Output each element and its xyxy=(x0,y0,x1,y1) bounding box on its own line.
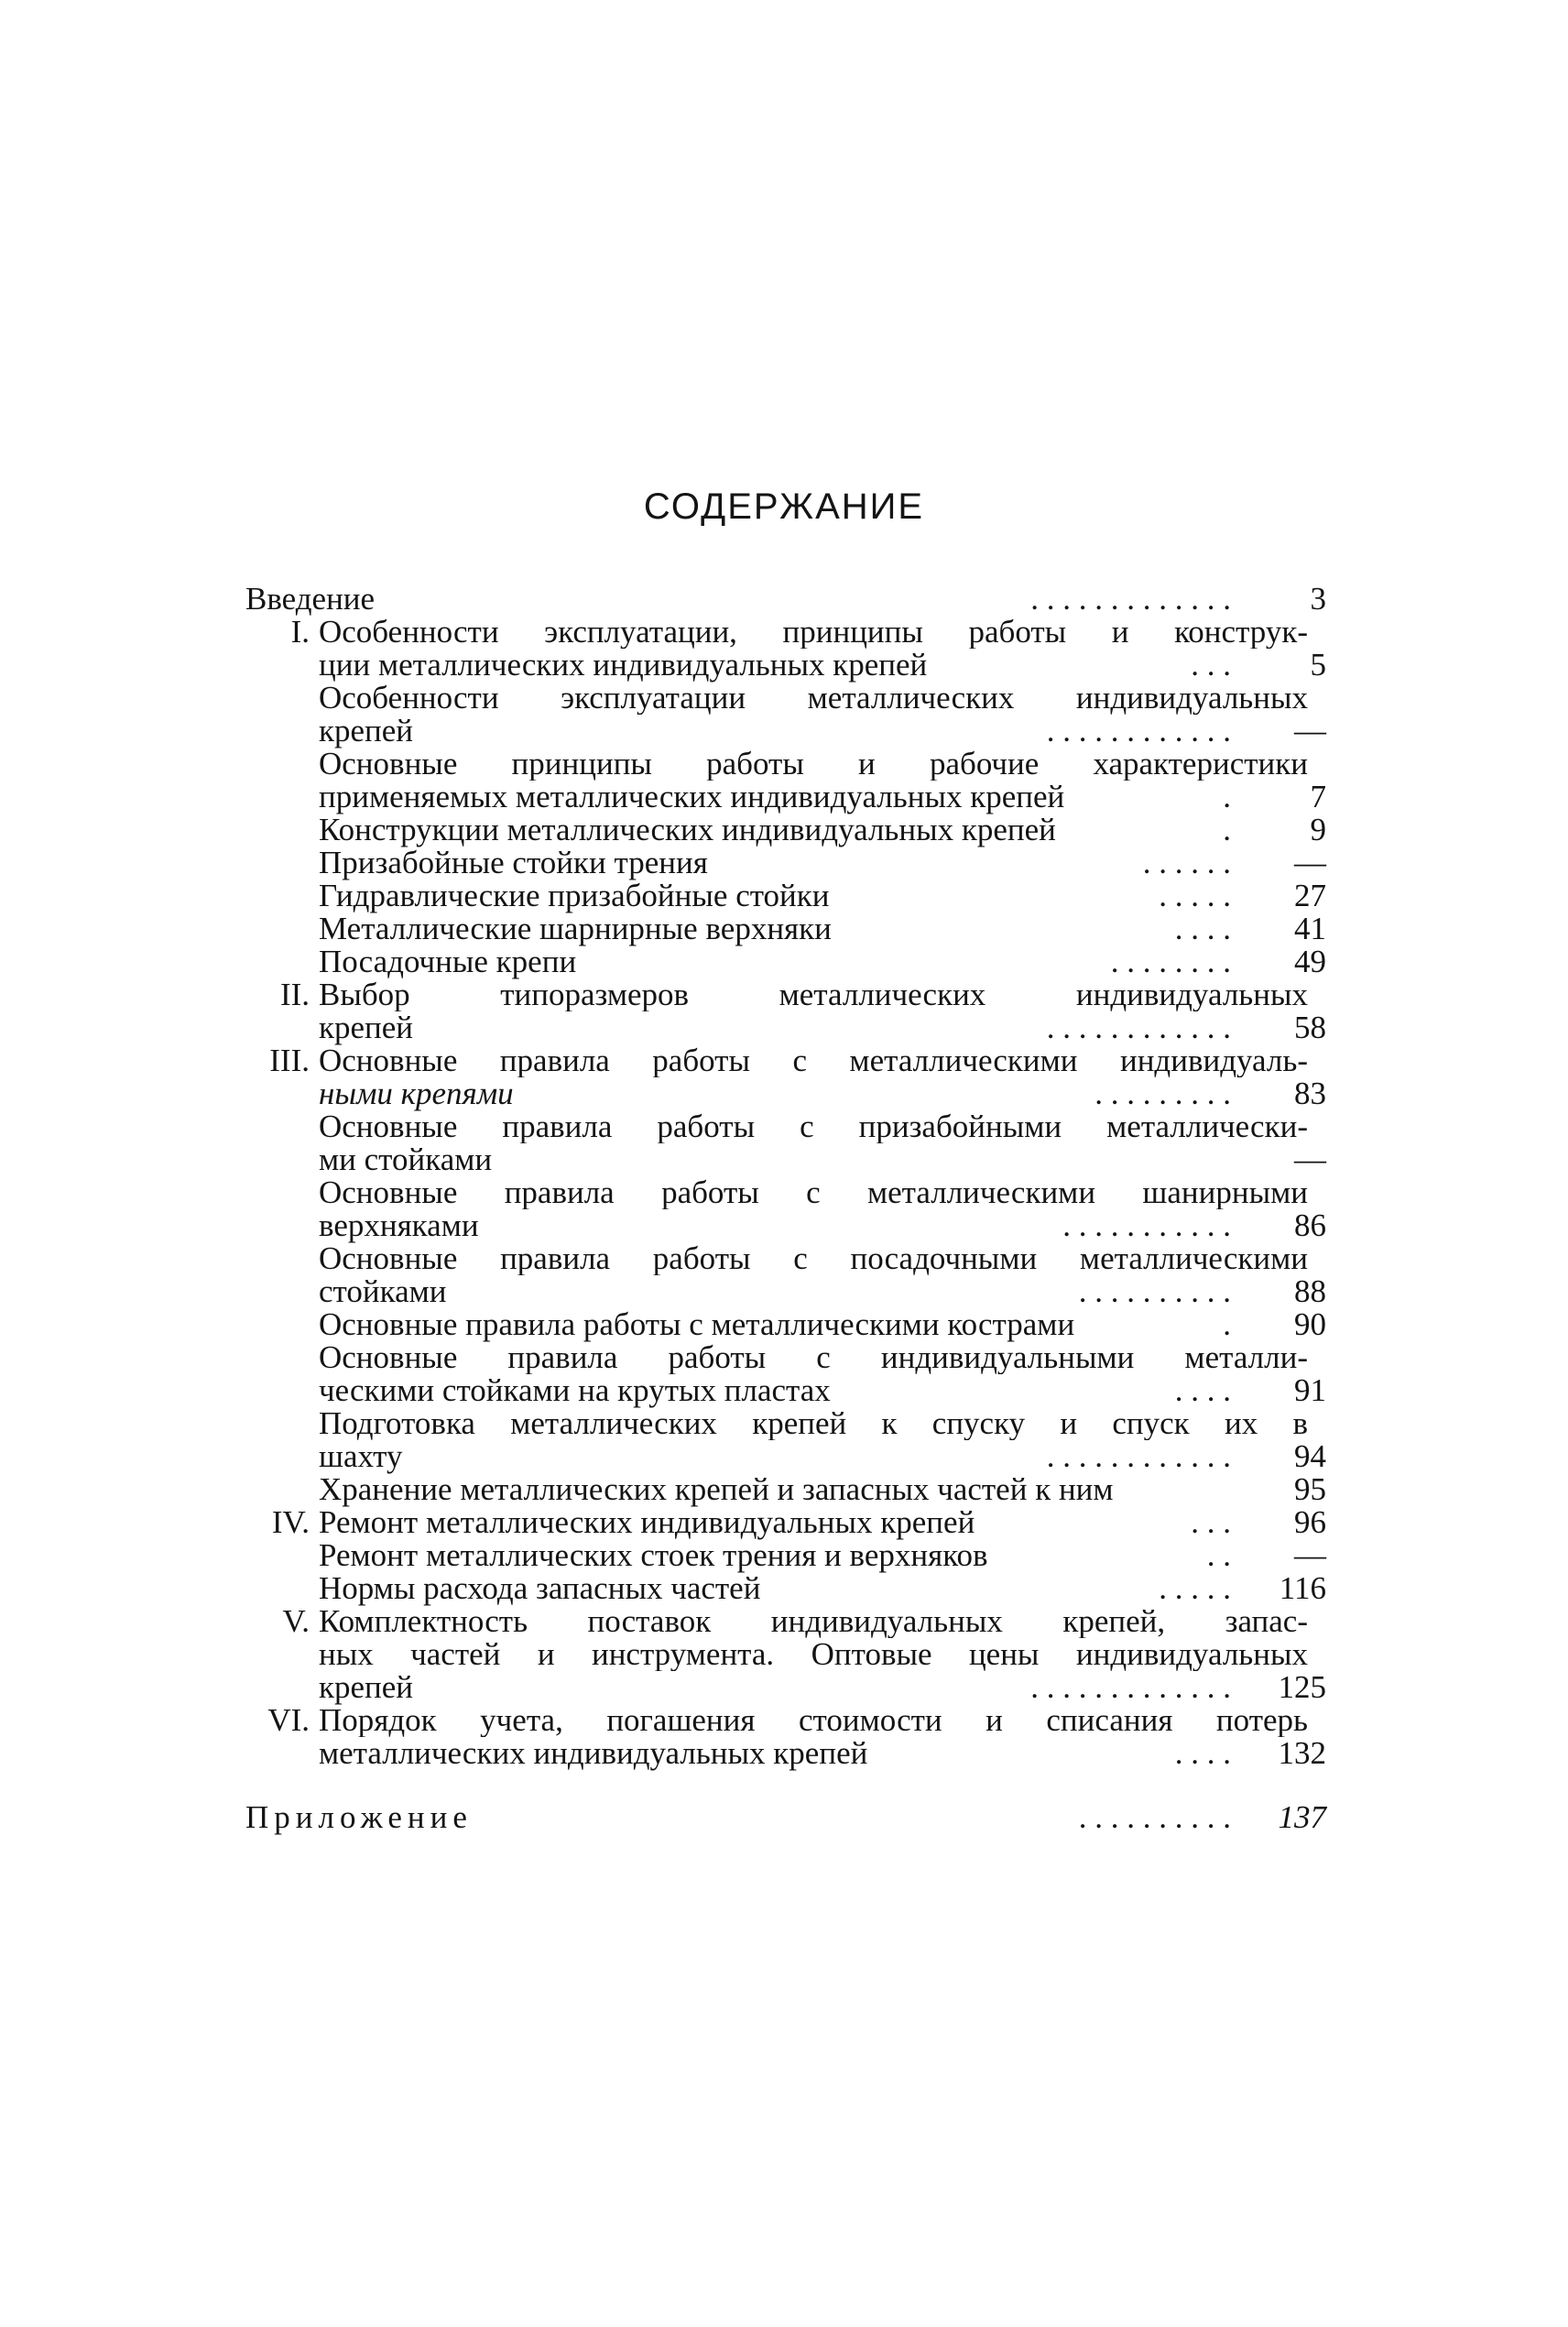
toc-line xyxy=(245,1440,1326,1473)
toc-line xyxy=(245,1275,1326,1308)
page-number: 7 xyxy=(1310,779,1326,814)
toc-entry xyxy=(245,814,1326,847)
toc-text: Конструкции металлических индивидуальных крепей xyxy=(319,812,1056,847)
toc-text: Подготовка металлических крепей к спуску и спуск их в xyxy=(319,1407,1308,1440)
dot-leader: . . . . . . . . . . . xyxy=(1062,1209,1231,1242)
toc-text: ции металлических индивидуальных крепей xyxy=(319,647,928,683)
toc-text: ческими стойками на крутых пластах xyxy=(319,1372,831,1408)
page-number: — xyxy=(1294,845,1326,880)
toc-text: Хранение металлических крепей и запасных частей к ним xyxy=(319,1471,1114,1507)
dot-leader: . . . . xyxy=(1174,1374,1231,1407)
toc-text: Гидравлические призабойные стойки xyxy=(319,878,830,913)
dot-leader: . . . . . . xyxy=(1142,847,1231,879)
toc-line xyxy=(245,649,1326,682)
toc-text: Нормы расхода запасных частей xyxy=(319,1570,761,1606)
toc-entry xyxy=(245,1572,1326,1605)
toc-entry xyxy=(245,912,1326,945)
dot-leader: . xyxy=(1223,1308,1231,1341)
toc-line xyxy=(245,1473,1326,1506)
dot-leader: . . . . xyxy=(1174,1737,1231,1770)
toc-entry xyxy=(245,1044,1326,1110)
toc-line xyxy=(245,748,1326,781)
page-title: СОДЕРЖАНИЕ xyxy=(643,486,925,527)
toc-text: Порядок учета, погашения стоимости и списания потерь xyxy=(319,1704,1308,1737)
toc-entry xyxy=(245,1704,1326,1770)
toc-text: Металлические шарнирные верхняки xyxy=(319,911,832,946)
toc-line xyxy=(245,912,1326,945)
toc-text: Основные правила работы с индивидуальными металли- xyxy=(319,1341,1308,1374)
toc-line xyxy=(245,1110,1326,1143)
page-number: 88 xyxy=(1294,1273,1326,1309)
toc-text: Основные правила работы с посадочными металлическими xyxy=(319,1242,1308,1275)
page-number: 125 xyxy=(1278,1669,1326,1705)
toc-entry xyxy=(245,978,1326,1044)
page-number: — xyxy=(1294,1537,1326,1573)
page-number: 9 xyxy=(1310,812,1326,847)
toc-text: крепей xyxy=(319,1669,414,1705)
toc-entry xyxy=(245,945,1326,978)
toc-line xyxy=(245,1539,1326,1572)
page-number: 137 xyxy=(1278,1799,1326,1835)
toc-entry xyxy=(245,748,1326,814)
chapter-number: I. xyxy=(290,614,310,650)
dot-leader: . . . . xyxy=(1174,912,1231,945)
toc-line xyxy=(245,583,1326,616)
chapter-number: VI. xyxy=(267,1702,310,1738)
toc-text: крепей xyxy=(319,713,414,748)
toc-line xyxy=(245,1638,1326,1671)
dot-leader: . . . . . . . . . xyxy=(1094,1077,1231,1110)
toc-text: Ремонт металлических стоек трения и верхняков xyxy=(319,1537,988,1573)
toc-line xyxy=(245,781,1326,814)
dot-leader: . . . . . xyxy=(1159,879,1231,912)
dot-leader: . . . . . . . . . . . . xyxy=(1046,1011,1231,1044)
dot-leader: . . . . . . . . . . . . . xyxy=(1030,583,1231,616)
toc-line xyxy=(245,978,1326,1011)
toc-entry xyxy=(245,583,1326,616)
toc-line xyxy=(245,1737,1326,1770)
page-number: 83 xyxy=(1294,1076,1326,1111)
toc-line xyxy=(245,715,1326,748)
toc-text: металлических индивидуальных крепей xyxy=(319,1735,868,1771)
toc-line xyxy=(245,814,1326,847)
toc-entry xyxy=(245,1176,1326,1242)
dot-leader: . . . . . . . . . . . . . xyxy=(1030,1671,1231,1704)
page-number: — xyxy=(1294,1142,1326,1177)
toc-line xyxy=(245,1209,1326,1242)
toc-text: Введение xyxy=(245,581,376,617)
toc-entry xyxy=(245,1341,1326,1407)
toc-text: Комплектность поставок индивидуальных крепей, запас- xyxy=(319,1605,1308,1638)
page-number: 58 xyxy=(1294,1010,1326,1045)
toc-text: Особенности эксплуатации, принципы работы и конструк- xyxy=(319,616,1308,649)
toc-line xyxy=(245,1704,1326,1737)
toc-entry xyxy=(245,1539,1326,1572)
toc-line xyxy=(245,1605,1326,1638)
dot-leader: . . . . . . . . . . . . xyxy=(1046,1440,1231,1473)
toc-text: Ремонт металлических индивидуальных крепей xyxy=(319,1504,975,1540)
toc-text: Основные правила работы с металлическими индивидуаль- xyxy=(319,1044,1308,1077)
toc-entry xyxy=(245,1801,1326,1834)
toc-line xyxy=(245,1341,1326,1374)
dot-leader: . . . xyxy=(1191,1506,1231,1539)
toc-line xyxy=(245,1077,1326,1110)
toc-text: ными крепями xyxy=(319,1076,514,1111)
toc-line xyxy=(245,1143,1326,1176)
toc-text: Выбор типоразмеров металлических индивидуальных xyxy=(319,978,1308,1011)
toc-entry xyxy=(245,1242,1326,1308)
page-number: 90 xyxy=(1294,1306,1326,1342)
toc-entry xyxy=(245,1110,1326,1176)
page-number: 95 xyxy=(1294,1471,1326,1507)
toc-text: Основные правила работы с металлическими шанирными xyxy=(319,1176,1308,1209)
dot-leader: . . . . . . . . . . xyxy=(1078,1275,1231,1308)
chapter-number: IV. xyxy=(271,1504,310,1540)
toc-line xyxy=(245,1407,1326,1440)
dot-leader: . . . . . . . . . . xyxy=(1078,1801,1231,1834)
toc-entry xyxy=(245,1308,1326,1341)
toc-line xyxy=(245,1011,1326,1044)
toc-line xyxy=(245,847,1326,879)
page-number: 91 xyxy=(1294,1372,1326,1408)
page-number: 96 xyxy=(1294,1504,1326,1540)
toc-text: Посадочные крепи xyxy=(319,944,577,979)
toc-line xyxy=(245,1801,1326,1834)
toc-line xyxy=(245,1044,1326,1077)
toc-line xyxy=(245,1374,1326,1407)
toc-text: Основные правила работы с призабойными металлически- xyxy=(319,1110,1308,1143)
page-number: 94 xyxy=(1294,1438,1326,1474)
dot-leader: . . . xyxy=(1191,649,1231,682)
toc-text: Основные принципы работы и рабочие характеристики xyxy=(319,748,1308,781)
toc-entry xyxy=(245,879,1326,912)
toc-line xyxy=(245,1572,1326,1605)
toc-line xyxy=(245,1176,1326,1209)
toc-line xyxy=(245,879,1326,912)
dot-leader: . . . . . . . . . . . . xyxy=(1046,715,1231,748)
page-number: 49 xyxy=(1294,944,1326,979)
toc-line xyxy=(245,1242,1326,1275)
toc-entry xyxy=(245,616,1326,682)
page-number: — xyxy=(1294,713,1326,748)
page-number: 86 xyxy=(1294,1207,1326,1243)
dot-leader: . . . . . xyxy=(1159,1572,1231,1605)
toc-text: шахту xyxy=(319,1438,403,1474)
toc-entry xyxy=(245,682,1326,748)
page-number: 41 xyxy=(1294,911,1326,946)
toc-entry xyxy=(245,1506,1326,1539)
toc-text: стойками xyxy=(319,1273,447,1309)
table-of-contents xyxy=(245,583,1326,1834)
toc-entry xyxy=(245,1473,1326,1506)
toc-text: верхняками xyxy=(319,1207,479,1243)
toc-text: ми стойками xyxy=(319,1142,493,1177)
toc-text: применяемых металлических индивидуальных крепей xyxy=(319,779,1065,814)
page-number: 132 xyxy=(1278,1735,1326,1771)
appendix-label: Приложение xyxy=(245,1799,473,1835)
page-number: 116 xyxy=(1279,1570,1326,1606)
toc-text: ных частей и инструмента. Оптовые цены индивидуальных xyxy=(319,1638,1308,1671)
toc-line xyxy=(245,1506,1326,1539)
toc-entry xyxy=(245,847,1326,879)
chapter-number: V. xyxy=(282,1603,310,1639)
toc-line xyxy=(245,1308,1326,1341)
toc-text: Основные правила работы с металлическими кострами xyxy=(319,1306,1075,1342)
toc-text: Особенности эксплуатации металлических индивидуальных xyxy=(319,682,1308,715)
chapter-number: III. xyxy=(269,1043,310,1078)
page-number: 27 xyxy=(1294,878,1326,913)
toc-text: крепей xyxy=(319,1010,414,1045)
toc-entry xyxy=(245,1605,1326,1704)
dot-leader: . . . . . . . . xyxy=(1110,945,1231,978)
toc-entry xyxy=(245,1407,1326,1473)
dot-leader: . . xyxy=(1206,1539,1231,1572)
toc-line xyxy=(245,945,1326,978)
chapter-number: II. xyxy=(279,977,310,1012)
dot-leader: . xyxy=(1223,814,1231,847)
toc-line xyxy=(245,1671,1326,1704)
toc-text: Призабойные стойки трения xyxy=(319,845,708,880)
page-number: 5 xyxy=(1310,647,1326,683)
toc-line xyxy=(245,616,1326,649)
dot-leader: . xyxy=(1223,781,1231,814)
toc-line xyxy=(245,682,1326,715)
page-number: 3 xyxy=(1310,581,1326,617)
